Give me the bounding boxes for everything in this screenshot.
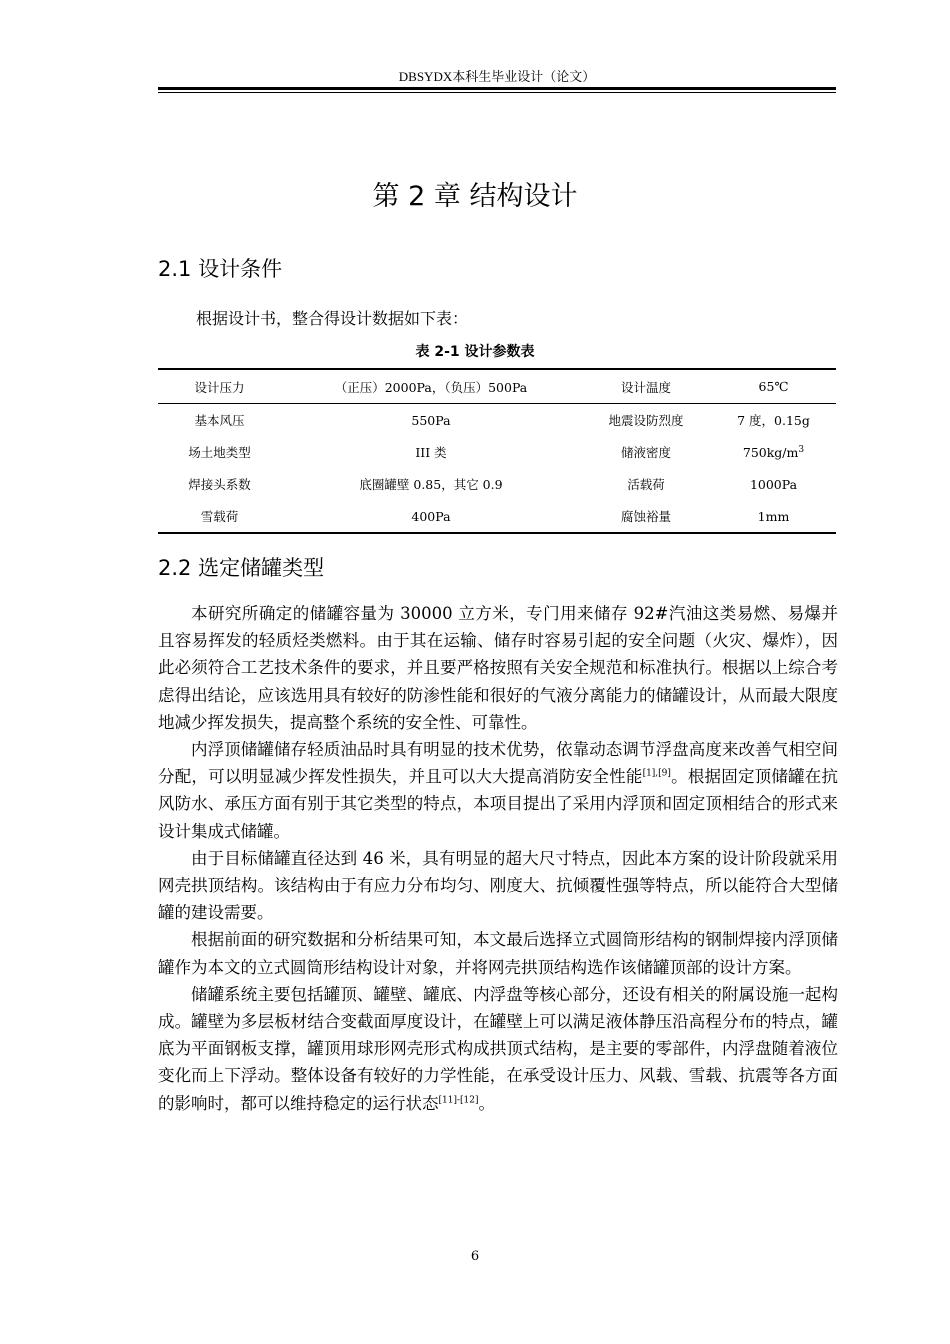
table-cell: 7 度，0.15g [737,413,810,428]
table-cell: 焊接头系数 [188,477,251,492]
section-heading-2-1: 2.1 设计条件 [158,257,283,281]
table-cell: III 类 [415,445,447,460]
table-cell: 65℃ [711,369,836,404]
running-header: DBSYDX本科生毕业设计（论文） [398,69,596,84]
table-cell [711,436,836,468]
table-cell: 1000Pa [749,476,798,492]
table-cell: 设计压力 [158,369,281,404]
table-cell: 底圈罐壁 0.85，其它 0.9 [359,477,503,492]
section-heading-2-2: 2.2 选定储罐类型 [158,556,325,580]
chapter-title: 第 2 章 结构设计 [372,181,578,212]
table-row [158,468,836,500]
table-cell: 场土地类型 [188,445,251,460]
table-cell: 设计温度 [581,369,711,404]
density-value: 750kg/m [742,444,799,460]
table-cell: 储液密度 [620,445,671,460]
table-row [158,436,836,468]
body-text [158,600,838,1117]
citation: [11]-[12] [438,1095,479,1106]
paragraph-text: 。 [478,1093,495,1113]
table-cell: 550Pa [411,412,451,428]
table-cell: 活载荷 [627,477,665,492]
table-cell: 1mm [711,500,836,533]
design-parameter-table [158,368,836,534]
density-superscript: 3 [798,444,805,455]
paragraph: 由于目标储罐直径达到 46 米，具有明显的超大尺寸特点，因此本方案的设计阶段就采用网壳拱顶结构。该结构由于有应力分布均匀、刚度大、抗倾覆性强等特点，所以能符合大型储罐的建设需要。 [158,848,838,923]
page-number: 6 [470,1249,480,1264]
paragraph-text: 储罐系统主要包括罐顶、罐壁、罐底、内浮盘等核心部分，还设有相关的附属设施一起构成。罐壁为多层板材结合变截面厚度设计，在罐壁上可以满足液体静压沿高程分布的特点，罐底为平面钢板支撑，罐顶用球形网壳形式构成拱顶式结构，是主要的零部件，内浮盘随着液位变化而上下浮动。整体设备有较好的力学性能，在承受设计压力、风载、雪载、抗震等各方面的影响时，都可以维持稳定的运行状态 [158,984,838,1113]
table-row [158,404,836,437]
paragraph: 根据前面的研究数据和分析结果可知，本文最后选择立式圆筒形结构的钢制焊接内浮顶储罐作为本文的立式圆筒形结构设计对象，并将网壳拱顶结构选作该储罐顶部的设计方案。 [158,930,838,977]
table-cell: 400Pa [281,500,581,533]
intro-text: 根据设计书，整合得设计数据如下表： [196,309,469,328]
table-cell: 基本风压 [194,413,245,428]
table-caption: 表 2-1 设计参数表 [415,344,535,360]
table-cell: 雪载荷 [158,500,281,533]
table-cell: 腐蚀裕量 [581,500,711,533]
paragraph-text: 。根据固定顶储罐在抗风防水、承压方面有别于其它类型的特点，本项目提出了采用内浮顶和固定顶相结合的形式来设计集成式储罐。 [158,767,839,841]
citation: [1],[9] [642,768,671,779]
table-row [158,369,836,404]
header-rule-thick [158,87,836,90]
paragraph: 本研究所确定的储罐容量为 30000 立方米，专门用来储存 92#汽油这类易燃、易爆并且容易挥发的轻质烃类燃料。由于其在运输、储存时容易引起的安全问题（火灾、爆炸），因此必须符合工艺技术条件的要求，并且要严格按照有关安全规范和标准执行。根据以上综合考虑得出结论，应该选用具有较好的防渗性能和很好的气液分离能力的储罐设计，从而最大限度地减少挥发损失，提高整个系统的安全性、可靠性。 [158,604,838,732]
paragraph-text: 内浮顶储罐储存轻质油品时具有明显的技术优势，依靠动态调节浮盘高度来改善气相空间分配，可以明显减少挥发性损失，并且可以大大提高消防安全性能 [158,740,838,787]
header-rule-thin [158,92,836,93]
table-cell: （正压）2000Pa，（负压）500Pa [281,369,581,404]
table-cell: 地震设防烈度 [608,413,684,428]
paragraph [158,981,838,1117]
table-row [158,500,836,533]
paragraph [158,736,838,845]
